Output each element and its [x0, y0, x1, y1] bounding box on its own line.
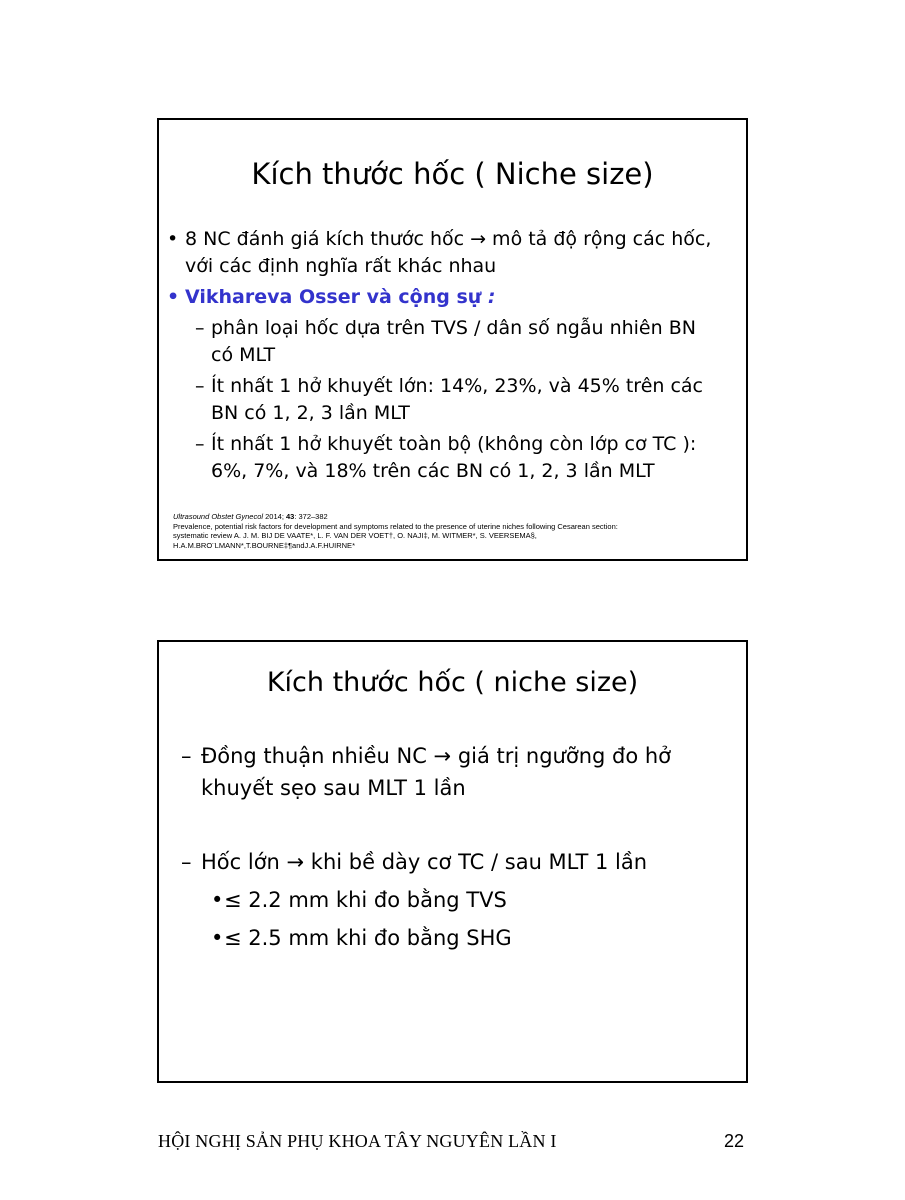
slide-2-bullet-list — [159, 740, 746, 954]
dash-item-text: Đồng thuận nhiều NC → giá trị ngưỡng đo hở khuyết sẹo sau MLT 1 lần — [201, 744, 672, 800]
bullet-item — [159, 226, 718, 280]
slide-1-title: Kích thước hốc ( Niche size) — [251, 157, 654, 191]
bullet-text: 8 NC đánh giá kích thước hốc → mô tả độ rộng các hốc, với các định nghĩa rất khác nhau — [185, 228, 712, 277]
author-name: Vikhareva Osser và cộng sự — [185, 286, 488, 308]
dash-marker: – — [195, 375, 205, 397]
dash-item — [159, 846, 716, 878]
reference-line-4: H.A.M.BRO¨LMANN*,T.BOURNE‡¶andJ.A.F.HUIRNE* — [173, 540, 355, 550]
sub-item-text: phân loại hốc dựa trên TVS / dân số ngẫu nhiên BN có MLT — [211, 317, 696, 366]
sub-bullet-text: ≤ 2.5 mm khi đo bằng SHG — [224, 926, 512, 950]
bullet-marker: • — [167, 228, 179, 250]
sub-item-text: Ít nhất 1 hở khuyết toàn bộ (không còn lớp cơ TC ): 6%, 7%, và 18% trên các BN có 1, 2, 3 lần MLT — [211, 433, 697, 482]
reference-line-2: Prevalence, potential risk factors for development and symptoms related to the presence of uterine niches following Cesarean section: — [173, 521, 618, 531]
dash-item — [159, 740, 716, 804]
sub-item — [159, 431, 718, 485]
bullet-marker: • — [211, 926, 224, 950]
dash-marker: – — [195, 317, 205, 339]
dash-marker: – — [181, 744, 192, 768]
sub-bullet-item — [159, 922, 746, 954]
bullet-item-author — [159, 284, 718, 311]
author-colon: : — [487, 286, 496, 308]
sub-item-text: Ít nhất 1 hở khuyết lớn: 14%, 23%, và 45% trên các BN có 1, 2, 3 lần MLT — [211, 375, 704, 424]
slide-2 — [157, 640, 748, 1083]
bullet-marker: • — [211, 888, 224, 912]
dash-marker: – — [181, 850, 192, 874]
page-footer — [158, 1131, 748, 1161]
sub-bullet-text: ≤ 2.2 mm khi đo bằng TVS — [224, 888, 507, 912]
dash-item-text: Hốc lớn → khi bề dày cơ TC / sau MLT 1 lần — [201, 850, 648, 874]
footer-conference-name: HỘI NGHỊ SẢN PHỤ KHOA TÂY NGUYÊN LẦN I — [158, 1131, 557, 1151]
dash-marker: – — [195, 433, 205, 455]
slide-1 — [157, 118, 748, 561]
slide-2-title: Kích thước hốc ( niche size) — [266, 667, 639, 698]
sub-bullet-item — [159, 884, 746, 916]
page-number: 22 — [723, 1131, 744, 1151]
sub-item — [159, 315, 718, 369]
slide-1-bullet-list — [159, 226, 746, 485]
reference-line-3: systematic review A. J. M. BIJ DE VAATE*, L. F. VAN DER VOET†, O. NAJI‡, M. WITMER*, S. VEERSEMA§, — [173, 531, 537, 540]
reference-line-1: Ultrasound Obstet Gynecol 2014; 43: 372–382 — [173, 512, 328, 521]
bullet-marker: • — [167, 286, 180, 308]
reference-citation — [173, 512, 732, 550]
sub-item — [159, 373, 718, 427]
